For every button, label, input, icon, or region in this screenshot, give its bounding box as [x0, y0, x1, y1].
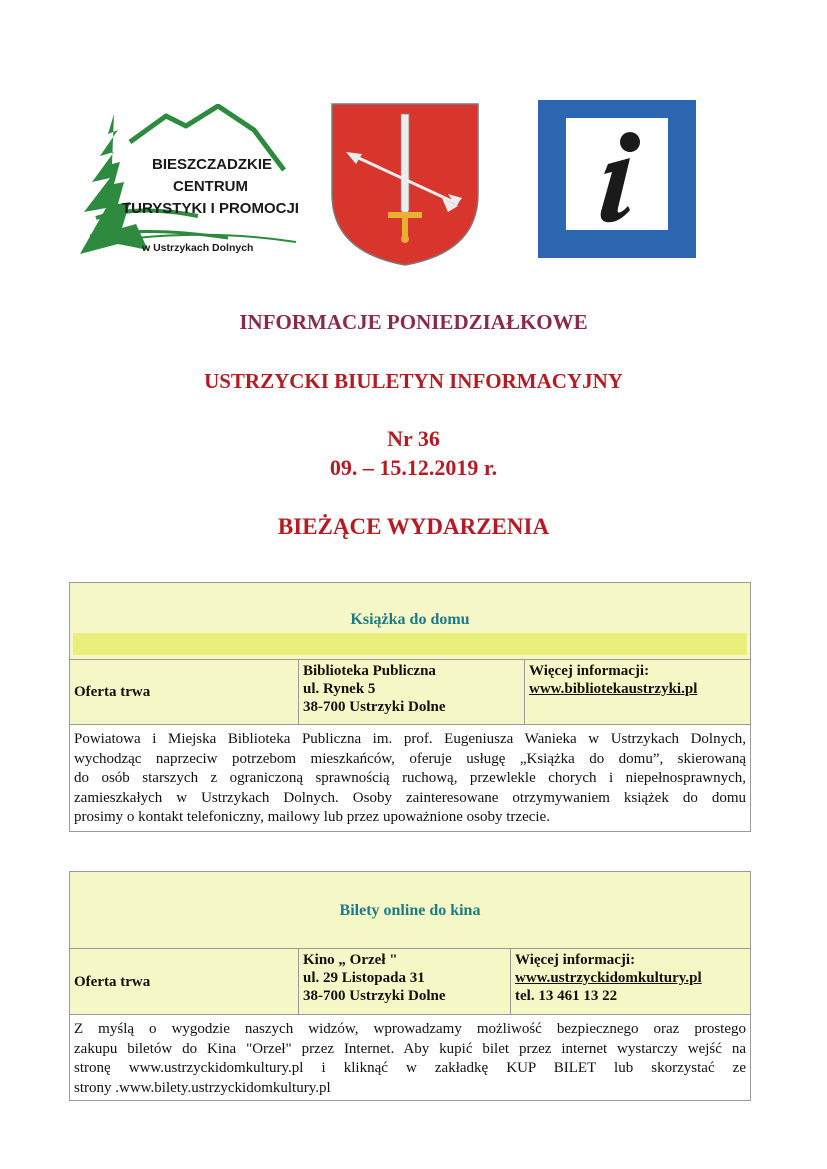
- more-info: Więcej informacji: www.ustrzyckidomkultury.pl tel. 13 461 13 22: [510, 949, 750, 1014]
- event-place: Kino „ Orzeł " ul. 29 Listopada 31 38-700 Ustrzyki Dolne: [298, 949, 510, 1014]
- information-sign-icon: [538, 100, 696, 258]
- offer-duration: Oferta trwa: [74, 973, 151, 990]
- offer-duration: Oferta trwa: [74, 684, 151, 700]
- event-place: Biblioteka Publiczna ul. Rynek 5 38-700 Ustrzyki Dolne: [298, 660, 524, 724]
- website-link[interactable]: www.bibliotekaustrzyki.pl: [529, 681, 698, 697]
- title-highlight: [73, 633, 747, 655]
- heading-biuletyn: USTRZYCKI BIULETYN INFORMACYJNY: [204, 369, 623, 393]
- logo-text-line2: CENTRUM: [173, 178, 248, 195]
- logo-text-line3: TURYSTYKI I PROMOCJI: [122, 200, 299, 217]
- more-info: Więcej informacji: www.bibliotekaustrzyki.pl: [524, 660, 750, 724]
- issue-dates: 09. – 15.12.2019 r.: [329, 455, 498, 480]
- logo-text-line1: BIESZCZADZKIE: [152, 156, 272, 173]
- issue-number: Nr 36: [387, 426, 440, 451]
- event-info-row: [70, 948, 750, 1015]
- section-heading: BIEŻĄCE WYDARZENIA: [277, 514, 550, 539]
- event-description: Z myślą o wygodzie naszych widzów, wprowadzamy możliwość bezpiecznego oraz prostego zakupu biletów do Kina "Orzeł" przez Internet. Aby kupić bilet przez internet wystarczy wejść na stronę www.ustrzyckidomkultury.pl i kliknąć w zakładkę KUP BILET lub skorzystać ze strony .www.bilety.ustrzyckidomkultury.pl: [74, 1021, 746, 1096]
- website-link[interactable]: www.ustrzyckidomkultury.pl: [515, 970, 702, 986]
- heading-informacje: INFORMACJE PONIEDZIAŁKOWE: [239, 310, 588, 334]
- bctip-logo: [78, 104, 303, 264]
- event-info-row: [70, 659, 750, 725]
- phone-number: tel. 13 461 13 22: [515, 988, 618, 1004]
- sword-arrow-crest-icon: [330, 102, 480, 267]
- event-card-ksiazka: [69, 582, 751, 832]
- event-card-bilety: [69, 871, 751, 1101]
- event-description: Powiatowa i Miejska Biblioteka Publiczna im. prof. Eugeniusza Wanieka w Ustrzykach Dolnych, wychodząc naprzeciw potrzebom mieszkańców, oferuje usługę „Książka do domu”, skierowaną do osób starszych z ograniczoną sprawnością ruchową, przewlekle chorych i niepełnosprawnych, zamieszkałych w Ustrzykach Dolnych. Osoby zainteresowane otrzymywaniem książek do domu prosimy o kontakt telefoniczny, mailowy lub przez upoważnione osoby trzecie.: [74, 731, 746, 825]
- event-title: Książka do domu: [350, 611, 470, 628]
- logo-text-line4: w Ustrzykach Dolnych: [142, 242, 254, 254]
- event-title: Bilety online do kina: [339, 902, 481, 919]
